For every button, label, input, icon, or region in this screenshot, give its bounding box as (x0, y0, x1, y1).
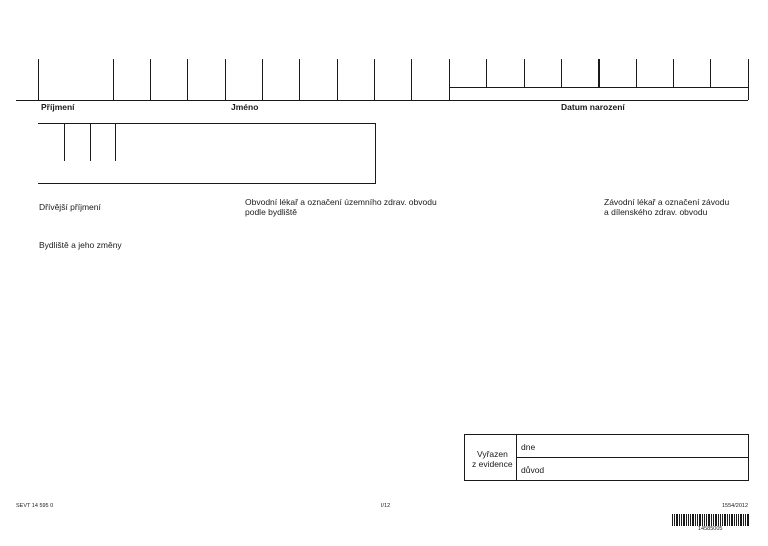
header-baseline (16, 100, 748, 101)
tick-mark (150, 59, 151, 100)
birthdate-tick (636, 59, 637, 87)
birthdate-tick (561, 59, 562, 87)
code-box-bottom (38, 183, 376, 184)
birthdate-tick (673, 59, 674, 87)
tick-mark (113, 59, 114, 100)
tick-mark (187, 59, 188, 100)
tick-mark (38, 59, 39, 100)
birthdate-tick (486, 59, 487, 87)
tick-mark (225, 59, 226, 100)
tick-mark (449, 59, 450, 100)
tick-mark (299, 59, 300, 100)
removed-label-line2: z evidence (472, 459, 513, 469)
removal-box-divider-h (516, 457, 749, 458)
removal-reason-label: důvod (521, 465, 545, 475)
page-code: I/12 (381, 503, 391, 509)
tick-mark (411, 59, 412, 100)
surname-label: Příjmení (41, 102, 75, 112)
factory-doctor-label-line1: Závodní lékař a označení závodu (604, 197, 730, 207)
birthdate-top-line (449, 87, 748, 88)
code-box-tick (64, 123, 65, 161)
former-surname-label: Dřívější příjmení (39, 202, 101, 212)
residence-label: Bydliště a jeho změny (39, 240, 122, 250)
birthdate-tick (524, 59, 525, 87)
birthdate-tick (710, 59, 711, 87)
tick-mark (374, 59, 375, 100)
barcode (672, 513, 750, 525)
barcode-number: 14585005 (698, 526, 723, 532)
birthdate-tick-bold (598, 59, 600, 87)
district-doctor-label-line1: Obvodní lékař a označení územního zdrav. obvodu (245, 197, 437, 207)
name-label: Jméno (231, 102, 259, 112)
code-box-right (375, 123, 376, 184)
district-doctor-label-line2: podle bydliště (245, 207, 297, 217)
edition-code: 1554/2012 (722, 503, 748, 509)
removed-label-line1: Vyřazen (477, 449, 508, 459)
birthdate-label: Datum narození (561, 102, 625, 112)
tick-mark (337, 59, 338, 100)
code-box-tick (115, 123, 116, 161)
removal-date-label: dne (521, 442, 536, 452)
code-box-top (38, 123, 376, 124)
birthdate-tick (748, 59, 749, 100)
tick-mark (262, 59, 263, 100)
barcode-bars (672, 514, 750, 526)
form-code: SEVT 14 595 0 (16, 503, 54, 509)
factory-doctor-label-line2: a dílenského zdrav. obvodu (604, 207, 708, 217)
code-box-tick (90, 123, 91, 161)
